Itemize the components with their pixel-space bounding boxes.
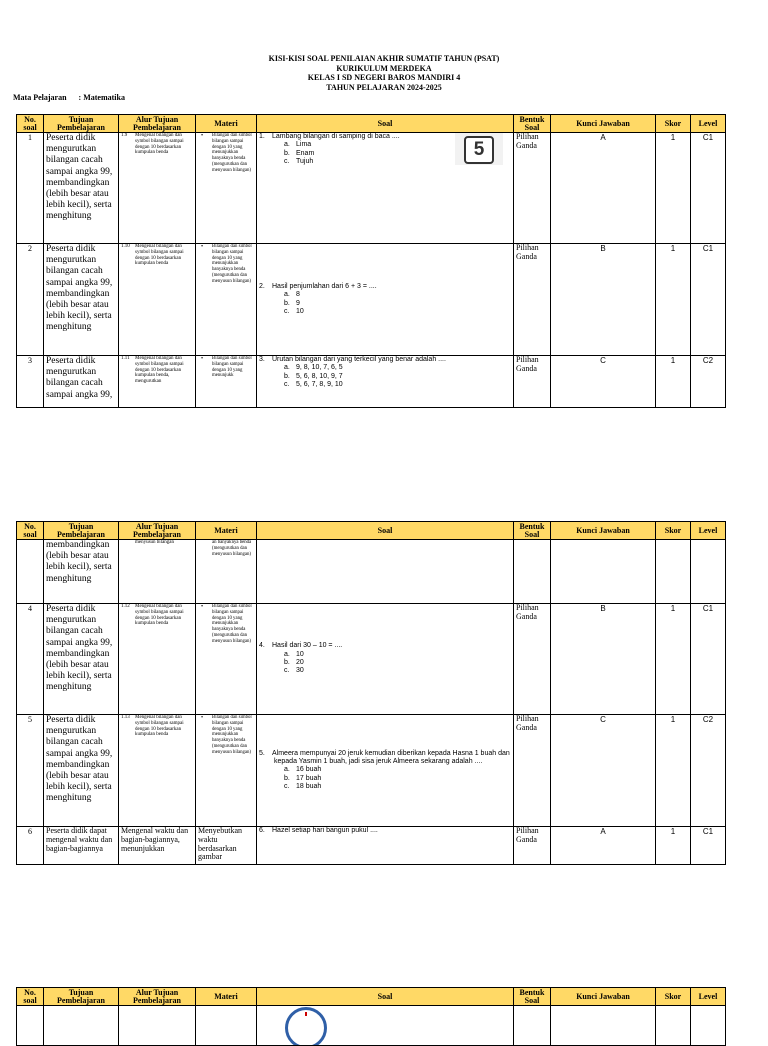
number-five-image: 5 xyxy=(464,136,494,164)
col-soal: Soal xyxy=(257,988,514,1006)
option xyxy=(259,381,511,389)
col-alur: Alur Tujuan Pembelajaran xyxy=(119,115,196,133)
soal-cell xyxy=(257,604,514,715)
subject-line xyxy=(13,93,125,102)
alur-cell xyxy=(119,540,196,604)
soal-cell xyxy=(257,540,514,604)
col-skor: Skor xyxy=(656,988,691,1006)
row-number: 1 xyxy=(17,133,44,244)
row-number xyxy=(17,1006,44,1046)
col-level: Level xyxy=(691,115,726,133)
materi-cell xyxy=(196,244,257,356)
alur-text: menyusun bilangan xyxy=(135,540,175,545)
col-materi: Materi xyxy=(196,115,257,133)
option-text: Enam xyxy=(296,149,315,157)
col-level: Level xyxy=(691,988,726,1006)
option-letter: c. xyxy=(284,157,290,165)
materi-cell xyxy=(196,133,257,244)
level-cell xyxy=(691,540,726,604)
option-text: 9, 8, 10, 7, 6, 5 xyxy=(296,364,343,372)
tujuan-cell: Peserta didik mengurutkan bilangan cacah sampai angka 99, membandingkan (lebih besar atau lebih kecil), serta menghitung xyxy=(44,244,119,356)
table-row xyxy=(17,827,726,865)
clock-tick-icon xyxy=(305,1012,307,1016)
kunci-cell: B xyxy=(551,604,656,715)
question-text: Hasil dari 30 – 10 = .... xyxy=(272,642,343,650)
materi-cell xyxy=(196,604,257,715)
skor-cell: 1 xyxy=(656,356,691,408)
soal-cell xyxy=(257,715,514,827)
col-skor: Skor xyxy=(656,115,691,133)
option-letter: b. xyxy=(284,774,290,782)
option xyxy=(259,667,511,675)
option-text: 30 xyxy=(296,667,304,675)
col-skor: Skor xyxy=(656,522,691,540)
col-no: No. soal xyxy=(17,522,44,540)
col-tujuan: Tujuan Pembelajaran xyxy=(44,115,119,133)
materi-cell xyxy=(196,540,257,604)
col-soal: Soal xyxy=(257,115,514,133)
alur-number: 1.13 xyxy=(121,715,130,720)
col-bentuk: Bentuk Soal xyxy=(514,522,551,540)
bullet-icon: • xyxy=(201,133,204,139)
tujuan-cell: membandingkan (lebih besar atau lebih kecil), serta menghitung xyxy=(44,540,119,604)
table-header-row xyxy=(17,115,726,133)
alur-text: Mengenal bilangan dan symbol bilangan sampai dengan 10 berdasarkan kumpulan benda xyxy=(135,715,184,738)
question-text: Urutan bilangan dari yang terkecil yang benar adalah .... xyxy=(272,356,446,363)
row-number: 4 xyxy=(17,604,44,715)
materi-text: Bilangan dan simbol bilangan sampai dengan 10 yang menunjukk xyxy=(212,356,252,379)
subject-value: : Matematika xyxy=(78,93,125,102)
skor-cell: 1 xyxy=(656,133,691,244)
option xyxy=(259,766,511,774)
col-bentuk: Bentuk Soal xyxy=(514,115,551,133)
clock-image xyxy=(285,1007,327,1046)
option xyxy=(259,783,511,791)
kunci-cell: B xyxy=(551,244,656,356)
bentuk-cell xyxy=(514,540,551,604)
row-number: 5 xyxy=(17,715,44,827)
bentuk-cell: Pilihan Ganda xyxy=(514,356,551,408)
header-class: KELAS I SD NEGERI BAROS MANDIRI 4 xyxy=(307,73,461,82)
option xyxy=(259,300,511,308)
table-row-continuation xyxy=(17,1006,726,1046)
skor-cell xyxy=(656,1006,691,1046)
skor-cell: 1 xyxy=(656,827,691,865)
col-alur: Alur Tujuan Pembelajaran xyxy=(119,988,196,1006)
table-header-row xyxy=(17,988,726,1006)
alur-cell: Mengenal waktu dan bagian-bagiannya, menunjukkan xyxy=(119,827,196,865)
header-title: KISI-KISI SOAL PENILAIAN AKHIR SUMATIF TAHUN (PSAT) xyxy=(268,54,500,63)
bentuk-cell: Pilihan Ganda xyxy=(514,604,551,715)
level-cell: C2 xyxy=(691,715,726,827)
soal-cell xyxy=(257,133,514,244)
tujuan-cell: Peserta didik mengurutkan bilangan cacah sampai angka 99, membandingkan (lebih besar atau lebih kecil), serta menghitung xyxy=(44,715,119,827)
option-letter: a. xyxy=(284,766,290,774)
option xyxy=(259,291,511,299)
option xyxy=(259,373,511,381)
alur-number: 1.12 xyxy=(121,604,130,609)
option-letter: c. xyxy=(284,782,290,790)
row-number: 2 xyxy=(17,244,44,356)
col-no: No. soal xyxy=(17,988,44,1006)
materi-cell xyxy=(196,715,257,827)
option-text: 10 xyxy=(296,307,304,315)
option-text: Lima xyxy=(296,141,312,149)
option-letter: c. xyxy=(284,380,290,388)
option xyxy=(259,651,511,659)
alur-number: 1.10 xyxy=(121,244,130,249)
option-text: 8 xyxy=(296,291,300,299)
option-letter: b. xyxy=(284,149,290,157)
option-letter: a. xyxy=(284,291,290,299)
tujuan-cell: Peserta didik mengurutkan bilangan cacah sampai angka 99, membandingkan (lebih besar atau lebih kecil), serta menghitung xyxy=(44,133,119,244)
option-letter: b. xyxy=(284,299,290,307)
question-number: 4. xyxy=(259,642,265,650)
col-kunci: Kunci Jawaban xyxy=(551,522,656,540)
alur-text: Mengenal bilangan dan symbol bilangan sampai dengan 10 berdasarkan kumpulan benda xyxy=(135,133,184,156)
col-materi: Materi xyxy=(196,522,257,540)
soal-cell xyxy=(257,827,514,865)
kunci-cell: C xyxy=(551,715,656,827)
alur-cell xyxy=(119,715,196,827)
option xyxy=(259,308,511,316)
table-row-continuation xyxy=(17,540,726,604)
option-letter: b. xyxy=(284,659,290,666)
question-text: Hazel setiap hari bangun pukul .... xyxy=(272,827,378,834)
option-text: 10 xyxy=(296,650,304,658)
alur-number: 1.11 xyxy=(121,356,130,361)
option-letter: c. xyxy=(284,667,290,675)
option-text: 18 buah xyxy=(296,782,322,790)
row-number: 3 xyxy=(17,356,44,408)
alur-text: Mengenal bilangan dan symbol bilangan sampai dengan 10 berdasarkan kumpulan benda xyxy=(135,604,184,627)
soal-cell xyxy=(257,1006,514,1046)
tujuan-cell xyxy=(44,1006,119,1046)
skor-cell: 1 xyxy=(656,715,691,827)
option xyxy=(259,775,511,783)
alur-cell xyxy=(119,356,196,408)
bullet-icon: • xyxy=(201,356,204,362)
level-cell: C2 xyxy=(691,356,726,408)
bentuk-cell xyxy=(514,1006,551,1046)
bullet-icon: • xyxy=(201,604,204,610)
option-letter: a. xyxy=(284,650,290,658)
table-row xyxy=(17,604,726,715)
alur-cell xyxy=(119,244,196,356)
col-materi: Materi xyxy=(196,988,257,1006)
alur-text: Mengenal bilangan dan symbol bilangan sampai dengan 10 berdasarkan kumpulan benda, mengurutkan xyxy=(135,356,184,385)
row-number xyxy=(17,540,44,604)
level-cell: C1 xyxy=(691,244,726,356)
tujuan-cell: Peserta didik mengurutkan bilangan cacah sampai angka 99, membandingkan (lebih besar atau lebih kecil), serta menghitung xyxy=(44,604,119,715)
kunci-cell: C xyxy=(551,356,656,408)
skor-cell: 1 xyxy=(656,244,691,356)
table-row xyxy=(17,244,726,356)
bentuk-cell: Pilihan Ganda xyxy=(514,133,551,244)
question-number: 1. xyxy=(259,133,265,140)
option-text: 17 buah xyxy=(296,774,322,782)
materi-cell xyxy=(196,1006,257,1046)
question-number: 2. xyxy=(259,282,265,290)
kisi-kisi-table-page-1 xyxy=(16,114,726,408)
question-text: Lambang bilangan di samping di baca .... xyxy=(272,133,400,140)
col-kunci: Kunci Jawaban xyxy=(551,988,656,1006)
kunci-cell: A xyxy=(551,827,656,865)
col-tujuan: Tujuan Pembelajaran xyxy=(44,522,119,540)
alur-number: 1.9 xyxy=(121,133,128,138)
bullet-icon: • xyxy=(201,715,204,721)
alur-cell xyxy=(119,604,196,715)
level-cell xyxy=(691,1006,726,1046)
option-letter: c. xyxy=(284,307,290,315)
col-level: Level xyxy=(691,522,726,540)
table-row xyxy=(17,715,726,827)
document-header xyxy=(0,54,768,92)
materi-cell: Menyebutkan waktu berdasarkan gambar xyxy=(196,827,257,865)
bentuk-cell: Pilihan Ganda xyxy=(514,244,551,356)
materi-text: Bilangan dan simbol bilangan sampai dengan 10 yang menunjukkan banyaknya benda (mengurutkan dan menyusun bilangan) xyxy=(212,244,252,284)
option-text: 9 xyxy=(296,299,300,307)
materi-text: Bilangan dan simbol bilangan sampai dengan 10 yang menunjukkan banyaknya benda (mengurutkan dan menyusun bilangan) xyxy=(212,133,252,173)
materi-text: Bilangan dan simbol bilangan sampai dengan 10 yang menunjukkan banyaknya benda (mengurutkan dan menyusun bilangan) xyxy=(212,715,252,755)
soal-cell xyxy=(257,244,514,356)
kunci-cell xyxy=(551,1006,656,1046)
col-kunci: Kunci Jawaban xyxy=(551,115,656,133)
tujuan-cell: Peserta didik mengurutkan bilangan cacah sampai angka 99, xyxy=(44,356,119,408)
materi-text: Bilangan dan simbol bilangan sampai dengan 10 yang menunjukkan banyaknya benda (mengurutkan dan menyusun bilangan) xyxy=(212,604,252,644)
question-text: Hasil penjumlahan dari 6 + 3 = .... xyxy=(272,282,377,290)
question-number: 6. xyxy=(259,827,265,834)
question-text: Almeera mempunyai 20 jeruk kemudian diberikan kepada Hasna 1 buah dan kepada Yasmin 1 buah, jadi sisa jeruk Almeera sekarang adalah .... xyxy=(272,749,510,766)
col-alur: Alur Tujuan Pembelajaran xyxy=(119,522,196,540)
kisi-kisi-table-page-3 xyxy=(16,987,726,1046)
header-curriculum: KURIKULUM MERDEKA xyxy=(336,63,432,73)
alur-cell xyxy=(119,133,196,244)
col-soal: Soal xyxy=(257,522,514,540)
number-image xyxy=(455,133,503,165)
alur-text: Mengenal bilangan dan symbol bilangan sampai dengan 10 berdasarkan kumpulan benda xyxy=(135,244,184,267)
kisi-kisi-table-page-2 xyxy=(16,521,726,865)
option-text: Tujuh xyxy=(296,157,314,165)
bullet-icon: • xyxy=(201,244,204,250)
row-number: 6 xyxy=(17,827,44,865)
materi-cell xyxy=(196,356,257,408)
option-text: 5, 6, 7, 8, 9, 10 xyxy=(296,380,343,388)
option-letter: a. xyxy=(284,141,290,149)
col-bentuk: Bentuk Soal xyxy=(514,988,551,1006)
header-year: TAHUN PELAJARAN 2024-2025 xyxy=(326,82,442,92)
tujuan-cell: Peserta didik dapat mengenal waktu dan bagian-bagiannya xyxy=(44,827,119,865)
level-cell: C1 xyxy=(691,604,726,715)
option-text: 5, 6, 8, 10, 9, 7 xyxy=(296,372,343,380)
alur-cell xyxy=(119,1006,196,1046)
level-cell: C1 xyxy=(691,133,726,244)
materi-text: an banyaknya benda (mengurutkan dan menyusun bilangan) xyxy=(212,540,252,557)
skor-cell xyxy=(656,540,691,604)
option-text: 16 buah xyxy=(296,766,322,774)
question-number: 3. xyxy=(259,356,265,363)
table-header-row xyxy=(17,522,726,540)
bentuk-cell: Pilihan Ganda xyxy=(514,827,551,865)
kunci-cell xyxy=(551,540,656,604)
table-row xyxy=(17,356,726,408)
kunci-cell: A xyxy=(551,133,656,244)
option-text: 20 xyxy=(296,659,304,666)
question-number: 5. xyxy=(259,749,265,757)
col-no: No. soal xyxy=(17,115,44,133)
col-tujuan: Tujuan Pembelajaran xyxy=(44,988,119,1006)
option-letter: b. xyxy=(284,372,290,380)
option xyxy=(259,659,511,667)
option xyxy=(259,364,511,372)
table-row xyxy=(17,133,726,244)
subject-label: Mata Pelajaran xyxy=(13,93,67,102)
bentuk-cell: Pilihan Ganda xyxy=(514,715,551,827)
skor-cell: 1 xyxy=(656,604,691,715)
option-letter: a. xyxy=(284,364,290,372)
soal-cell xyxy=(257,356,514,408)
level-cell: C1 xyxy=(691,827,726,865)
